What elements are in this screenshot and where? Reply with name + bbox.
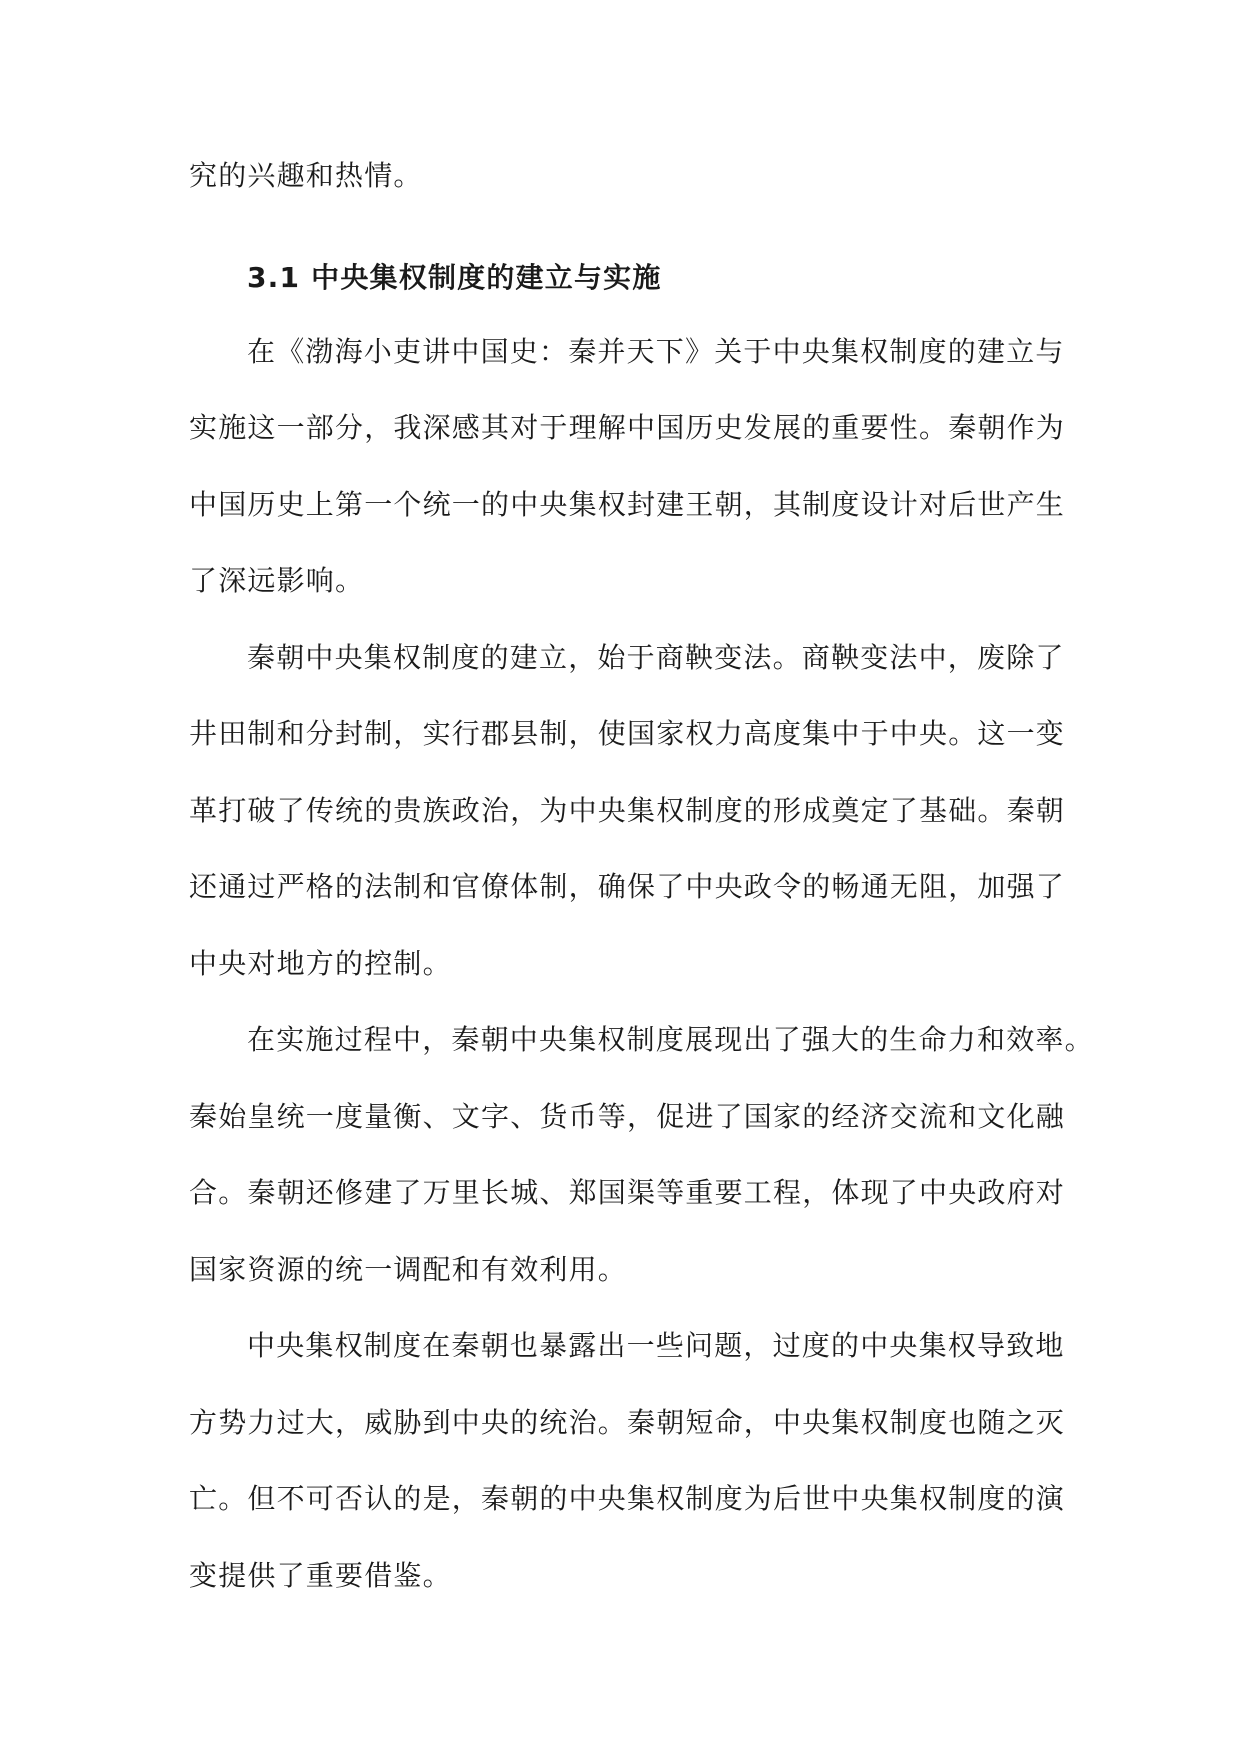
paragraph-line: 实施这一部分，我深感其对于理解中国历史发展的重要性。秦朝作为 <box>189 411 1066 444</box>
paragraph-line: 究的兴趣和热情。 <box>189 159 423 192</box>
paragraph-line: 变提供了重要借鉴。 <box>189 1559 452 1592</box>
paragraph-line: 了深远影响。 <box>189 564 365 597</box>
paragraph-line: 合。秦朝还修建了万里长城、郑国渠等重要工程，体现了中央政府对 <box>189 1176 1066 1209</box>
paragraph-line: 中央对地方的控制。 <box>189 947 452 980</box>
paragraph-line: 国家资源的统一调配和有效利用。 <box>189 1253 628 1286</box>
paragraph-line: 还通过严格的法制和官僚体制，确保了中央政令的畅通无阻，加强了 <box>189 870 1066 903</box>
paragraph-line: 亡。但不可否认的是，秦朝的中央集权制度为后世中央集权制度的演 <box>189 1482 1066 1515</box>
paragraph-line: 井田制和分封制，实行郡县制，使国家权力高度集中于中央。这一变 <box>189 717 1066 750</box>
paragraph-line: 中央集权制度在秦朝也暴露出一些问题，过度的中央集权导致地 <box>247 1329 1065 1362</box>
paragraph-line: 革打破了传统的贵族政治，为中央集权制度的形成奠定了基础。秦朝 <box>189 794 1066 827</box>
paragraph-line: 中国历史上第一个统一的中央集权封建王朝，其制度设计对后世产生 <box>189 488 1066 521</box>
paragraph-line: 方势力过大，威胁到中央的统治。秦朝短命，中央集权制度也随之灭 <box>189 1406 1066 1439</box>
paragraph-line: 秦始皇统一度量衡、文字、货币等，促进了国家的经济交流和文化融 <box>189 1100 1066 1133</box>
paragraph-line: 在实施过程中，秦朝中央集权制度展现出了强大的生命力和效率。 <box>247 1023 1094 1056</box>
paragraph-line: 在《渤海小吏讲中国史：秦并天下》关于中央集权制度的建立与 <box>247 335 1065 368</box>
section-heading: 3.1 中央集权制度的建立与实施 <box>247 261 662 294</box>
paragraph-line: 秦朝中央集权制度的建立，始于商鞅变法。商鞅变法中，废除了 <box>247 641 1065 674</box>
